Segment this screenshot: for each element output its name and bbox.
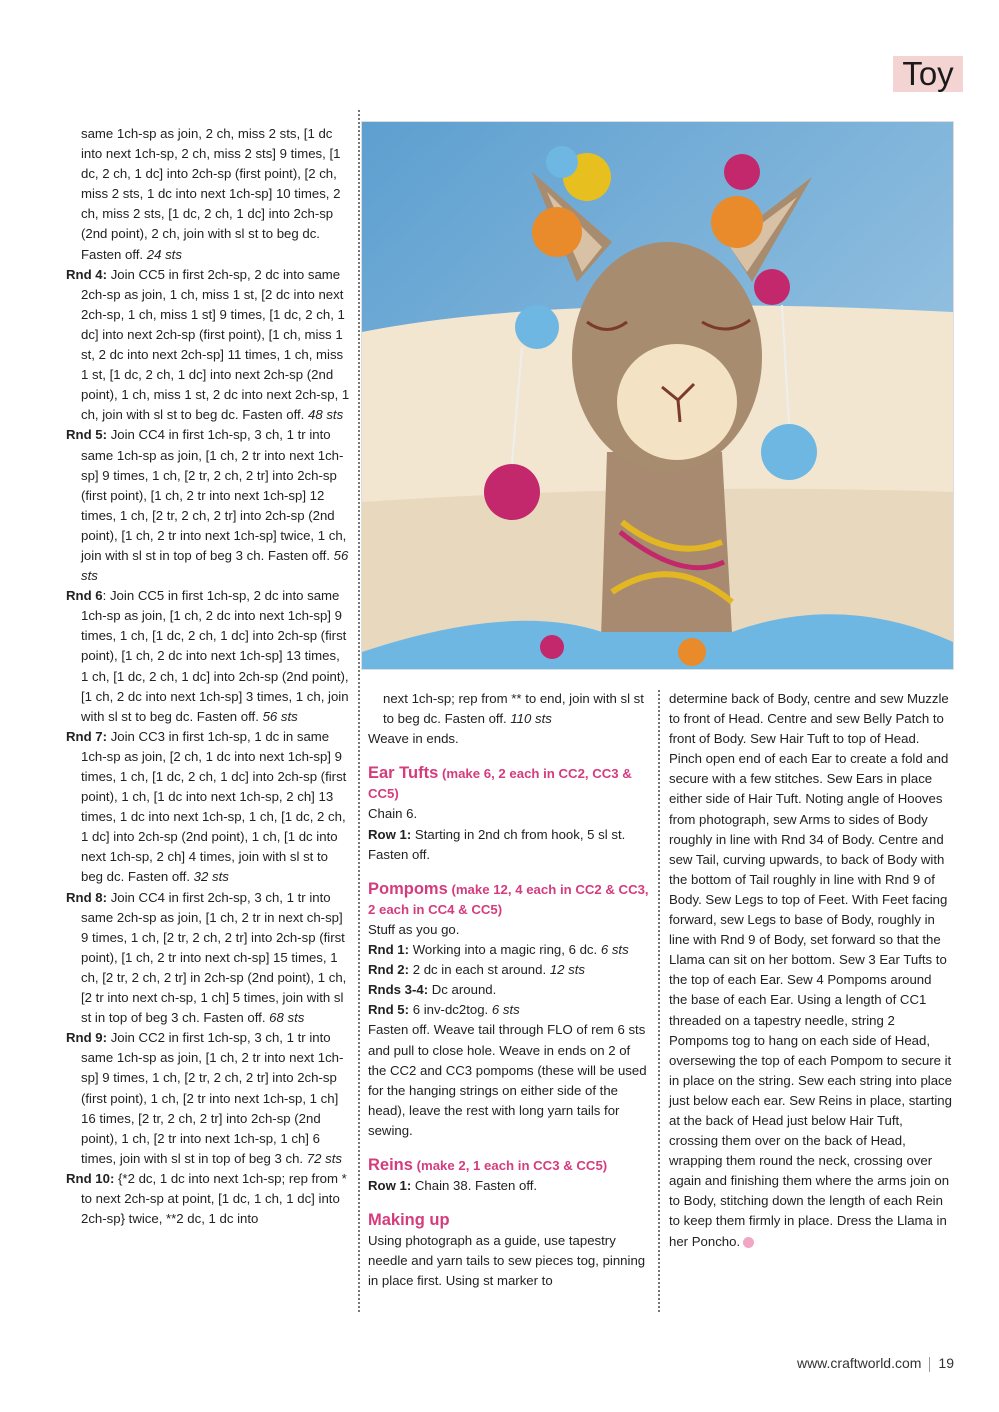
round-label: Rnd 10: (66, 1170, 115, 1186)
round-10 (66, 1169, 350, 1229)
section-title: Reins (368, 1155, 413, 1174)
stitch-count: 48 sts (308, 407, 344, 423)
stitch-count: 12 sts (549, 962, 585, 978)
pompom-rounds-3-4 (368, 980, 651, 1000)
round-7 (66, 727, 350, 888)
section-title: Pompoms (368, 879, 448, 898)
reins-heading (368, 1155, 651, 1176)
making-up-text: Using photograph as a guide, use tapestry needle and yarn tails to sew pieces tog, pinning in place first. Using st marker to (368, 1233, 646, 1289)
round-text: Join CC3 in first 1ch-sp, 1 dc in same 1ch-sp as join, [2 ch, 1 dc into next 1ch-sp] 9 times, 1 ch, [1 dc, 2 ch, 1 dc] into 2ch-sp (first point), 1 ch, [1 dc into next 1ch-sp, 2 ch] 13 times, 1 dc into next 1ch-sp, 1 ch, [1 dc, 2 ch, 1 dc] into 2ch-sp (2nd point), 1 ch, [1 dc into next 1ch-sp, 2 ch] 4 times, join with sl st to beg dc. Fasten off. (81, 728, 347, 885)
continued-round (368, 689, 651, 729)
column-3 (669, 689, 952, 1252)
round-label: Rnds 3-4: (368, 982, 429, 998)
stitch-count: 56 sts (262, 708, 298, 724)
round-4 (66, 265, 350, 426)
round-text: same 1ch-sp as join, 2 ch, miss 2 sts, [1 dc into next 1ch-sp, 2 ch, miss 2 sts] 9 times, [1 dc, 2 ch, 1 dc] into 2ch-sp (first point), [2 ch, miss 2 sts, 1 dc into next 1ch-sp] 10 times, 2 ch, miss 2 sts, [1 dc, 2 ch, 1 dc] into 2ch-sp (2nd point), 2 ch, join with sl st to beg dc. Fasten off. (81, 126, 341, 262)
row-1 (368, 1176, 651, 1196)
stitch-count: 32 sts (193, 869, 229, 885)
row-1 (368, 825, 651, 865)
round-label: Rnd 6 (66, 588, 103, 604)
round-text: 2 dc in each st around. (412, 962, 547, 978)
round-text: Join CC4 in first 1ch-sp, 3 ch, 1 tr into same 1ch-sp as join, [1 ch, 2 tr into next 1ch-sp] 9 times, 1 ch, [2 tr, 2 ch, 2 tr] into 2ch-sp (first point), [1 ch, 2 tr into next 1ch-sp] 12 times, 1 ch, [2 tr, 2 ch, 2 tr] into 2ch-sp (2nd point), [1 ch, 2 tr into next 1ch-sp] twice, 1 ch, join with sl st in top of beg 3 ch. Fasten off. (81, 427, 347, 563)
crochet-llama-illustration (362, 122, 953, 669)
round-text: Join CC4 in first 2ch-sp, 3 ch, 1 tr into same 2ch-sp as join, [1 ch, 2 tr in next ch-sp] 9 times, 1 ch, [2 tr, 2 ch, 2 tr] into 2ch-sp (first point), [1 ch, 2 tr into next ch-sp] 15 times, 1 ch, [2 tr, 2 ch, 2 tr] in 2ch-sp (2nd point), 1 ch, [2 tr into next ch-sp, 1 ch] 5 times, join with sl st in top of beg 3 ch. Fasten off. (81, 889, 347, 1026)
section-title: Ear Tufts (368, 764, 439, 783)
round-label: Rnd 5: (66, 427, 108, 443)
section-note: (make 6, 2 each in CC2, CC3 & CC5) (368, 766, 632, 802)
stitch-count: 68 sts (269, 1010, 305, 1026)
weave-instruction: Weave in ends. (368, 731, 459, 747)
column-divider (658, 690, 660, 1312)
stitch-count: 56 sts (81, 547, 349, 584)
stitch-count: 24 sts (146, 246, 182, 262)
making-up-text: determine back of Body, centre and sew Muzzle to front of Head. Centre and sew Belly Patch to front of Body. Sew Hair Tuft to top of Head. Pinch open end of each Ear to create a fold and secure with a few stitches. Sew Ears in place either side of Hair Tuft. Noting angle of Hooves from photograph, sew Arms to sides of Body roughly in line with Rnd 34 of Body. Centre and sew Tail, curving upwards, to back of Body with the bottom of Tail roughly in line with Rnd 9 of Body. Sew Legs to top of Feet. With Feet facing forward, sew Legs to base of Body, roughly in line with Rnd 9 of Body, set forward so that the Llama can sit on her bottom. Sew 3 Ear Tufts to the top of each Ear. Sew 4 Pompoms around the base of each Ear. Using a length of CC1 threaded on a tapestry needle, string 2 Pompoms tog to hang on each side of Head, oversewing the top of each Pompom to secure it in place on the string. Sew each string into place just below each ear. Sew Reins in place, starting at the back of Head just below Hair Tuft, crossing them over on the back of Head, wrapping them round the neck, crossing over again and finishing them where the arms join on to Body, stitching down the length of each Rein to keep them firmly in place. Dress the Llama in her Poncho. (669, 691, 952, 1249)
round-text: {*2 dc, 1 dc into next 1ch-sp; rep from * to next 2ch-sp at point, [1 dc, 1 ch, 1 dc] into 2ch-sp} twice, **2 dc, 1 dc into (81, 1170, 347, 1227)
llama-photo (361, 121, 954, 670)
website-link[interactable]: www.craftworld.com (796, 1355, 922, 1371)
stitch-count: 6 sts (491, 1002, 520, 1018)
stitch-count: 72 sts (306, 1150, 342, 1166)
ear-tufts-heading (368, 763, 651, 804)
round-label: Rnd 5: (368, 1002, 410, 1018)
round-label: Rnd 4: (66, 266, 108, 282)
row-text: Starting in 2nd ch from hook, 5 sl st. Fasten off. (368, 826, 626, 862)
round-label: Rnd 2: (368, 962, 410, 978)
column-divider (358, 110, 360, 1312)
section-tab: Toy (893, 56, 963, 92)
row-label: Row 1: (368, 826, 412, 842)
round-text: : Join CC5 in first 1ch-sp, 2 dc into same 1ch-sp as join, [1 ch, 2 dc into next 1ch-sp] 9 times, 1 ch, [1 dc, 2 ch, 1 dc] into 2ch-sp (first point), [1 ch, 2 dc into next 1ch-sp] 13 times, 1 ch, [1 dc, 2 ch, 1 dc] into 2ch-sp (2nd point), [1 ch, 2 dc into next 1ch-sp] 3 times, 1 ch, join with sl st to beg dc. Fasten off. (81, 588, 349, 724)
stitch-count: 6 sts (600, 942, 629, 958)
pompom-round-2 (368, 960, 651, 980)
round-label: Rnd 7: (66, 728, 108, 744)
continued-round (66, 124, 350, 265)
pompom-finishing: Fasten off. Weave tail through FLO of rem 6 sts and pull to close hole. Weave in ends on 2 of the CC2 and CC3 pompoms (these will be used for the hanging strings on either side of the head), leave the rest with long yarn tails for sewing. (368, 1022, 647, 1138)
round-8 (66, 888, 350, 1029)
pompom-round-5 (368, 1000, 651, 1020)
section-title: Making up (368, 1211, 450, 1230)
round-5 (66, 425, 350, 586)
making-up-continued (669, 689, 952, 1252)
round-text: Join CC5 in first 2ch-sp, 2 dc into same 2ch-sp as join, 1 ch, miss 1 st, [2 dc into next 2ch-sp, 1 ch, miss 1 st] 9 times, [1 dc, 2 ch, 1 dc] into next 2ch-sp (first point), [1 ch, miss 1 st, 2 dc into next 2ch-sp] 11 times, 1 ch, miss 1 st, [1 dc, 2 ch, 1 dc] into next 2ch-sp (2nd point), 1 ch, miss 1 st, 2 dc into next 2ch-sp, 1 ch, join with sl st to beg dc. Fasten off. (81, 266, 350, 423)
stitch-count: 110 sts (510, 711, 552, 727)
round-text: 6 inv-dc2tog. (412, 1002, 489, 1018)
page-footer (700, 1355, 954, 1372)
round-text: Dc around. (431, 982, 497, 998)
round-text: Join CC2 in first 1ch-sp, 3 ch, 1 tr into same 1ch-sp as join, [1 ch, 2 tr into next 1ch-sp] 9 times, 1 ch, [2 tr, 2 ch, 2 tr] into 2ch-sp (first point), 1 ch, [2 tr into next 1ch-sp, 1 ch] 16 times, [2 tr, 2 ch, 2 tr] into 2ch-sp (2nd point), 1 ch, [2 tr into next 1ch-sp, 1 ch] 6 times, join with sl st in top of beg 3 ch. (81, 1030, 344, 1166)
yarn-ball-end-icon (743, 1237, 754, 1248)
making-up-heading (368, 1210, 651, 1231)
round-label: Rnd 8: (66, 889, 108, 905)
page-number: 19 (938, 1355, 954, 1371)
pompom-round-1 (368, 940, 651, 960)
section-note: (make 2, 1 each in CC3 & CC5) (416, 1157, 608, 1173)
section-note: (make 12, 4 each in CC2 & CC3, 2 each in CC4 & CC5) (368, 881, 649, 917)
round-label: Rnd 1: (368, 942, 410, 958)
row-label: Row 1: (368, 1178, 412, 1194)
round-text: next 1ch-sp; rep from ** to end, join with sl st to beg dc. Fasten off. (383, 691, 644, 727)
pompoms-heading (368, 879, 651, 920)
round-9 (66, 1028, 350, 1169)
chain-instruction: Chain 6. (368, 806, 418, 822)
column-1 (66, 124, 350, 1229)
pompom-intro: Stuff as you go. (368, 921, 460, 937)
column-2 (368, 689, 651, 1292)
row-text: Chain 38. Fasten off. (414, 1178, 538, 1194)
round-text: Working into a magic ring, 6 dc. (412, 942, 598, 958)
footer-separator (929, 1357, 930, 1372)
round-label: Rnd 9: (66, 1030, 108, 1046)
round-6 (66, 586, 350, 727)
